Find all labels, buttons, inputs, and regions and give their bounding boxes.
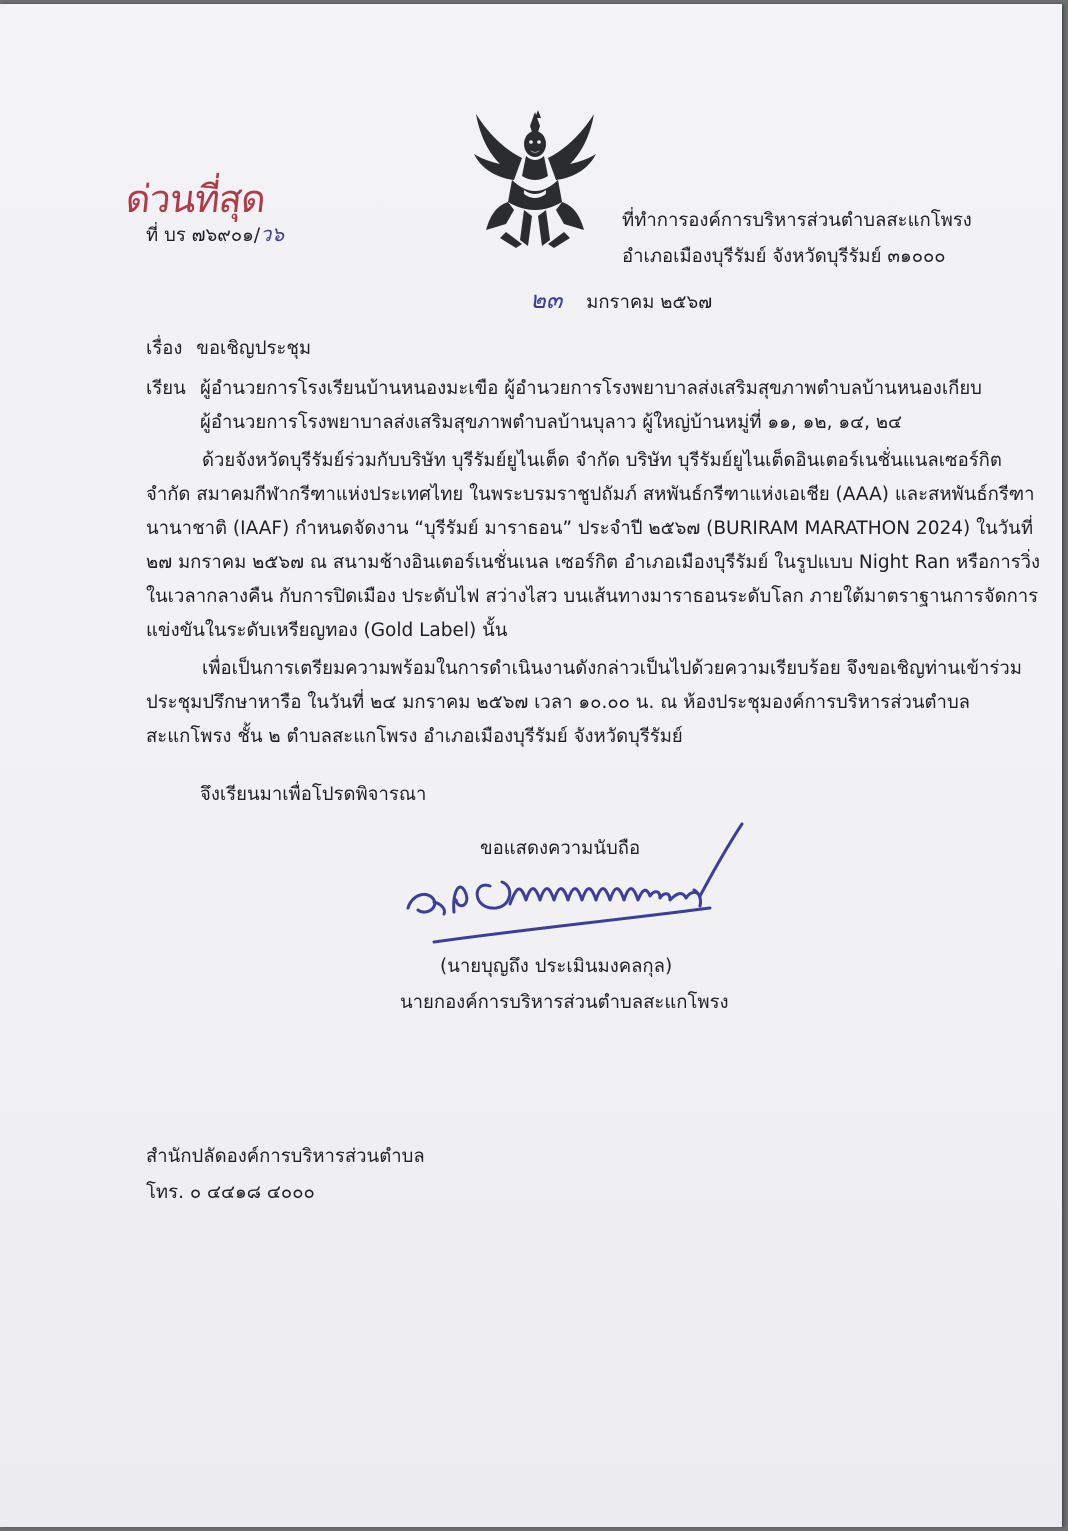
body-line: ในเวลากลางคืน กับการปิดเมือง ประดับไฟ สว่างไสว บนเส้นทางมาราธอนระดับโลก ภายใต้มาตราฐานการจัดการ xyxy=(146,586,1039,607)
closing-salutation: ขอแสดงความนับถือ xyxy=(480,838,641,859)
subject-label: เรื่อง xyxy=(146,338,183,359)
footer-office: สำนักปลัดองค์การบริหารส่วนตำบล xyxy=(146,1146,425,1167)
reference-handwritten: ว๖ xyxy=(260,222,285,246)
signer-title: นายกองค์การบริหารส่วนตำบลสะแกโพรง xyxy=(400,992,729,1013)
footer-phone: โทร. ๐ ๔๔๑๘ ๔๐๐๐ xyxy=(146,1182,315,1203)
body-line: แข่งขันในระดับเหรียญทอง (Gold Label) นั้น xyxy=(146,620,508,641)
body-line: ๒๗ มกราคม ๒๕๖๗ ณ สนามช้างอินเตอร์เนชั่นเนล เซอร์กิต อำเภอเมืองบุรีรัมย์ ในรูปแบบ Night Ran หรือการวิ่ง xyxy=(146,552,1041,573)
body-line: เพื่อเป็นการเตรียมความพร้อมในการดำเนินงานดังกล่าวเป็นไปด้วยความเรียบร้อย จึงขอเชิญท่านเข้าร่วม xyxy=(202,658,1022,679)
body-line: ด้วยจังหวัดบุรีรัมย์ร่วมกับบริษัท บุรีรัมย์ยูไนเต็ด จำกัด บริษัท บุรีรัมย์ยูไนเต็ดอินเตอร์เนชั่นแนลเซอร์กิต xyxy=(202,450,1002,471)
handwritten-signature xyxy=(398,820,750,948)
letter-date xyxy=(530,288,712,313)
body-line: สะแกโพรง ชั้น ๒ ตำบลสะแกโพรง อำเภอเมืองบุรีรัมย์ จังหวัดบุรีรัมย์ xyxy=(146,726,683,747)
closing-request: จึงเรียนมาเพื่อโปรดพิจารณา xyxy=(200,784,427,805)
date-day-handwritten: ๒๓ xyxy=(530,286,563,314)
body-line: จำกัด สมาคมกีฬากรีฑาแห่งประเทศไทย ในพระบรมราชูปถัมภ์ สหพันธ์กรีฑาแห่งเอเชีย (AAA) และสหพันธ์กรีฑา xyxy=(146,484,1035,505)
office-address-line1: ที่ทำการองค์การบริหารส่วนตำบลสะแกโพรง xyxy=(622,210,972,231)
recipient-line2: ผู้อำนวยการโรงพยาบาลส่งเสริมสุขภาพตำบลบ้านบุลาว ผู้ใหญ่บ้านหมู่ที่ ๑๑, ๑๒, ๑๔, ๒๔ xyxy=(200,412,903,433)
reference-number xyxy=(146,224,284,246)
subject-text: ขอเชิญประชุม xyxy=(196,338,312,359)
body-line: นานาชาติ (IAAF) กำหนดจัดงาน “บุรีรัมย์ มาราธอน” ประจำปี ๒๕๖๗ (BURIRAM MARATHON 2024) ในวันที่ xyxy=(146,518,1034,539)
body-paragraph-1 xyxy=(146,450,1041,656)
office-address-line2: อำเภอเมืองบุรีรัมย์ จังหวัดบุรีรัมย์ ๓๑๐๐๐ xyxy=(622,246,946,267)
body-paragraph-2 xyxy=(146,658,1022,762)
recipient-line1: ผู้อำนวยการโรงเรียนบ้านหนองมะเขือ ผู้อำนวยการโรงพยาบาลส่งเสริมสุขภาพตำบลบ้านหนองเกียบ xyxy=(200,378,982,399)
urgency-stamp: ด่วนที่สุด xyxy=(123,177,268,221)
garuda-emblem-icon xyxy=(466,106,604,252)
recipient-label: เรียน xyxy=(146,378,186,399)
date-month-year: มกราคม ๒๕๖๗ xyxy=(586,292,713,313)
body-line: ประชุมปรึกษาหารือ ในวันที่ ๒๔ มกราคม ๒๕๖๗ เวลา ๑๐.๐๐ น. ณ ห้องประชุมองค์การบริหารส่วนตำบล xyxy=(146,692,971,713)
subject-line xyxy=(146,340,311,359)
letter-page xyxy=(0,4,1062,1527)
signer-name: (นายบุญถึง ประเมินมงคลกุล) xyxy=(440,956,673,977)
reference-label: ที่ บร ๗๖๙๐๑/ xyxy=(146,225,261,246)
